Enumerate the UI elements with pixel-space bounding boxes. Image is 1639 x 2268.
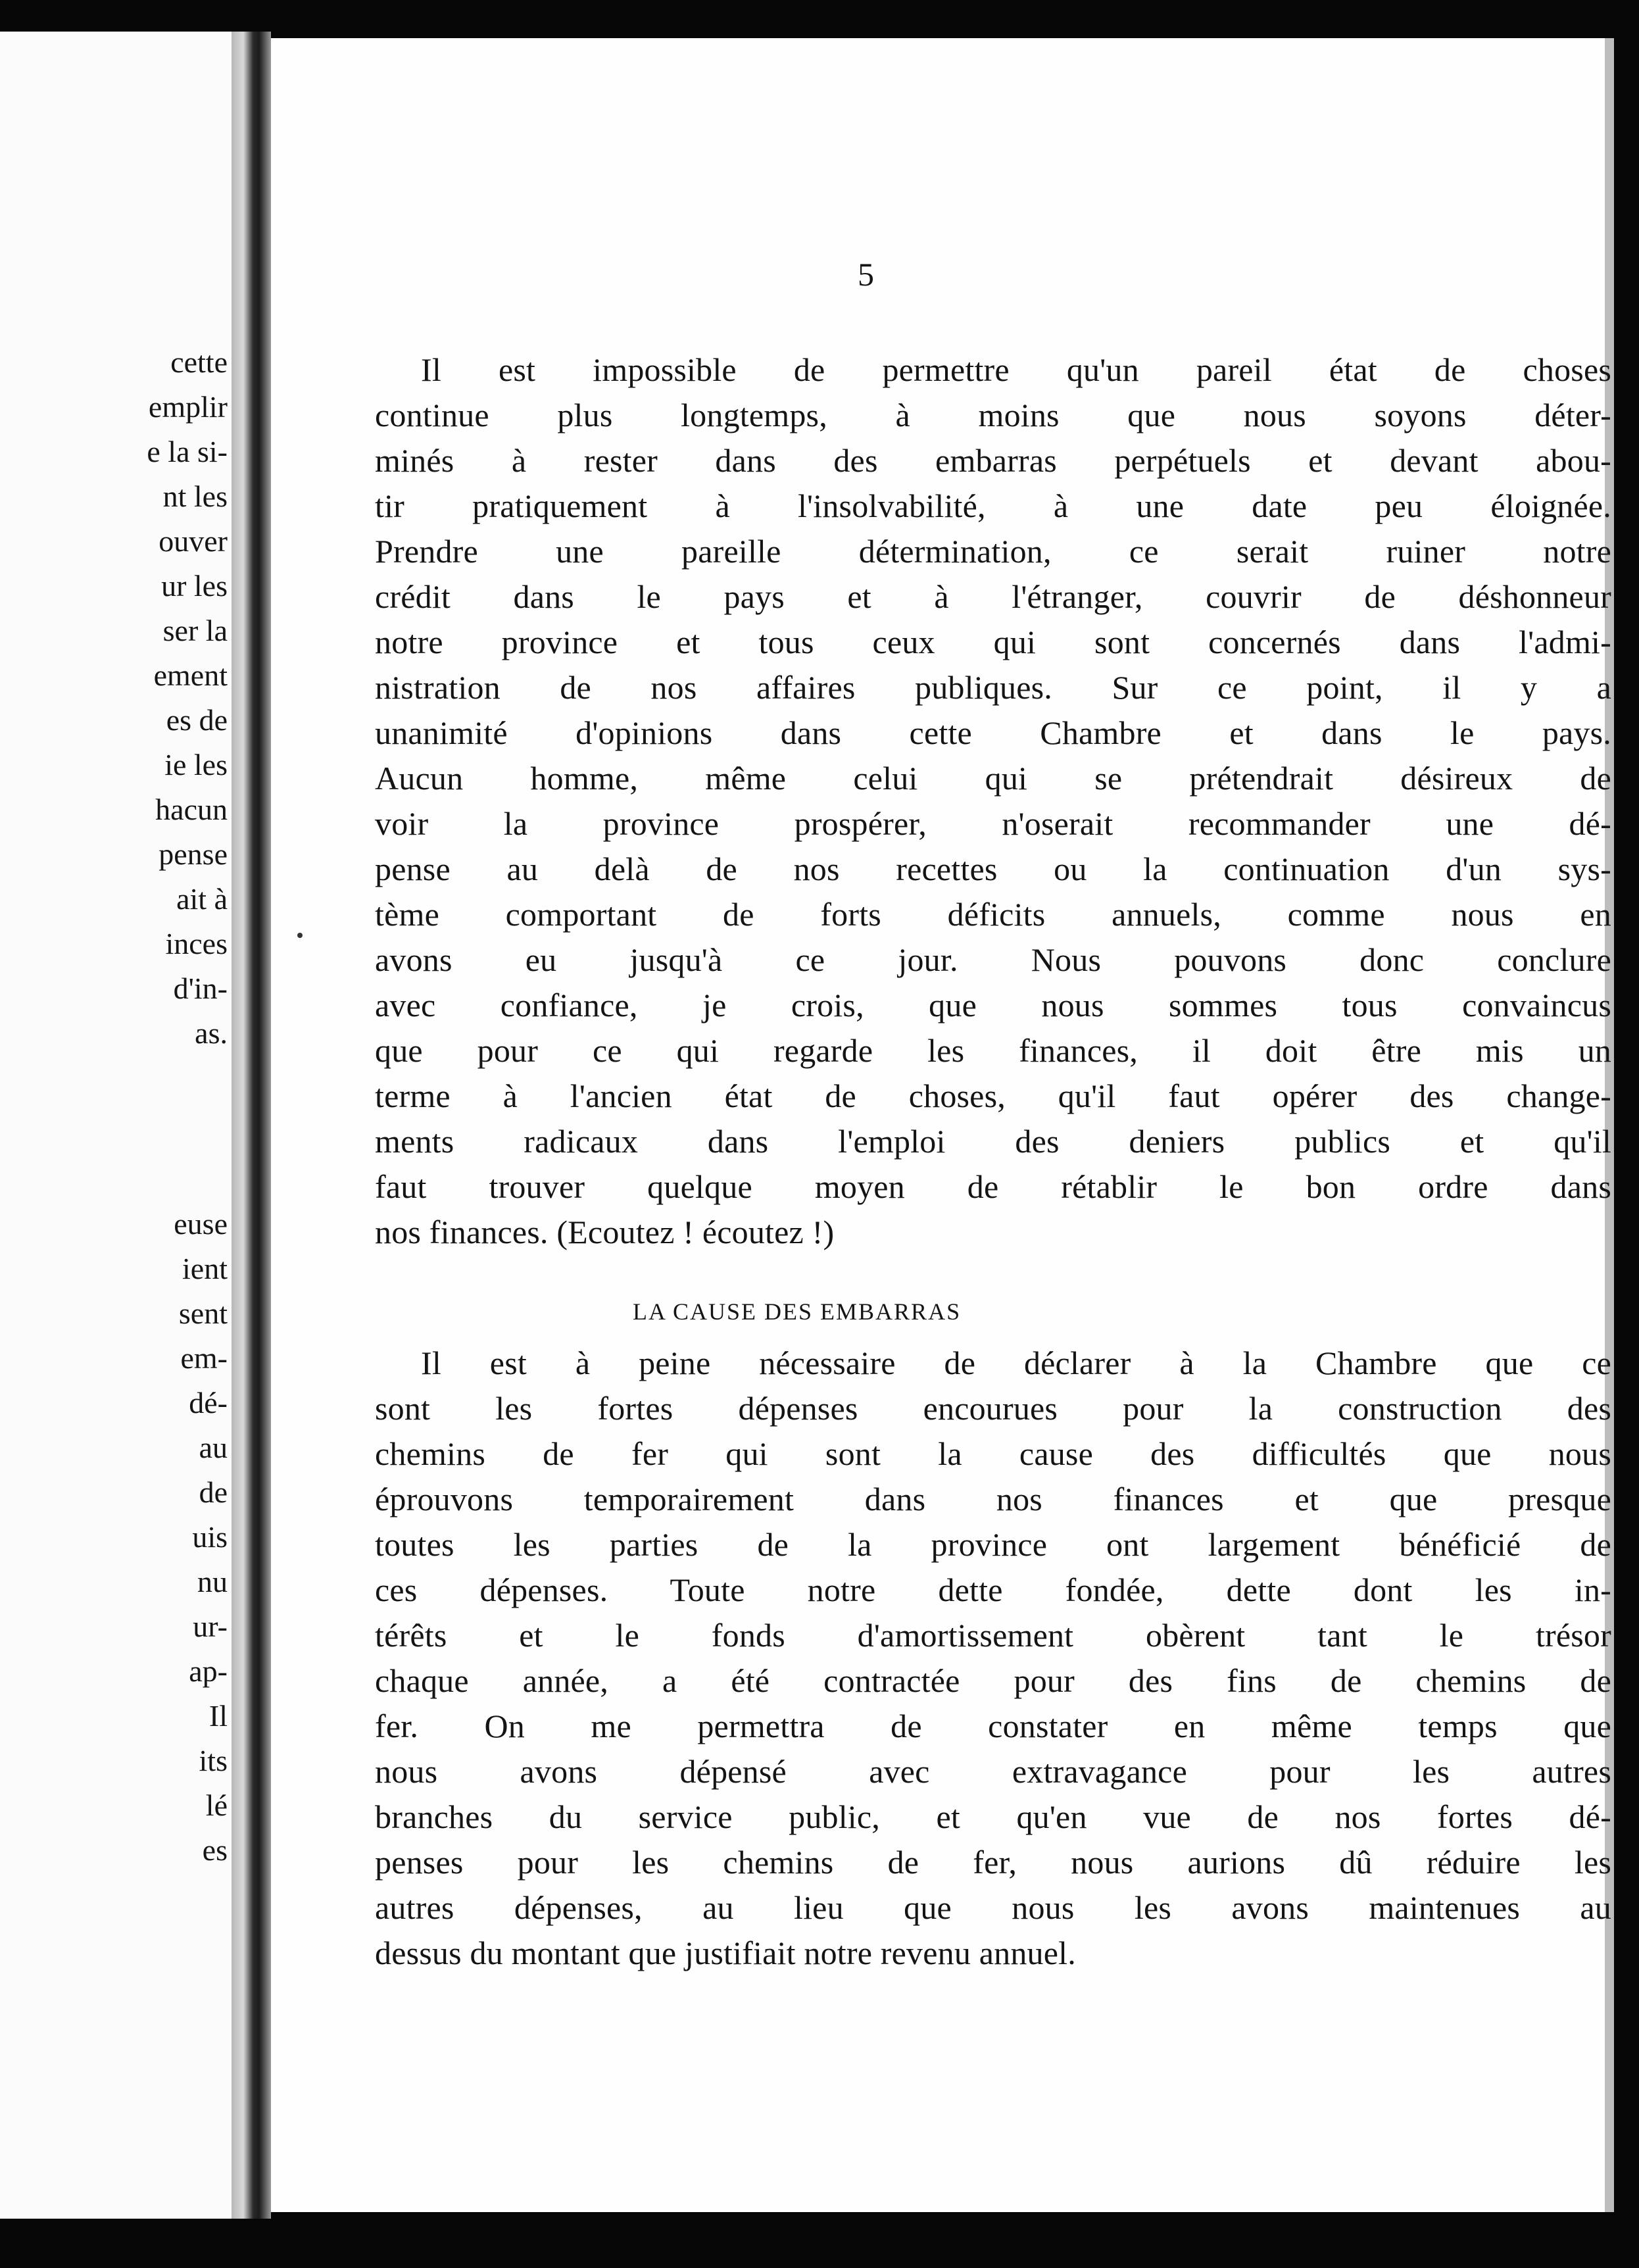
paragraph-line: ments radicaux dans l'emploi des deniers publics et qu'il [375,1123,1611,1160]
paragraph-line: Prendre une pareille détermination, ce serait ruiner notre [375,533,1611,570]
previous-page-fragment [0,32,234,2219]
paragraph-line: Aucun homme, même celui qui se prétendrait désireux de [375,760,1611,797]
paragraph-line: avec confiance, je crois, que nous sommes tous convaincus [375,987,1611,1023]
left-fragment-line: ouver [159,524,228,558]
paragraph-line: notre province et tous ceux qui sont concernés dans l'admi- [375,624,1611,660]
left-fragment-line: emplir [148,390,228,424]
left-fragment-line: es [202,1833,228,1867]
paragraph-line: fer. On me permettra de constater en même temps que [375,1708,1611,1744]
ink-speck [297,933,303,938]
left-fragment-line: inces [165,927,228,960]
paragraph-line: branches du service public, et qu'en vue de nos fortes dé- [375,1798,1611,1835]
paragraph-line: tème comportant de forts déficits annuels, comme nous en [375,896,1611,933]
left-fragment-line: sent [178,1296,228,1330]
paragraph-line: crédit dans le pays et à l'étranger, couvrir de déshonneur [375,578,1611,615]
left-fragment-line: ap- [189,1654,228,1688]
left-fragment-line: ient [182,1252,228,1285]
paragraph-line: sont les fortes dépenses encourues pour la construction des [375,1390,1611,1427]
paragraph-line: térêts et le fonds d'amortissement obèrent tant le trésor [375,1617,1611,1654]
main-page [271,38,1614,2212]
paragraph-line: toutes les parties de la province ont largement bénéficié de [375,1526,1611,1563]
paragraph-line: penses pour les chemins de fer, nous aurions dû réduire les [375,1844,1611,1881]
paragraph-line: chaque année, a été contractée pour des fins de chemins de [375,1662,1611,1699]
paragraph-line: unanimité d'opinions dans cette Chambre et dans le pays. [375,714,1611,751]
left-fragment-line: ait à [176,882,228,916]
left-fragment-line: d'in- [173,972,228,1005]
paragraph-line: Il est impossible de permettre qu'un pareil état de choses [421,351,1611,388]
paragraph-line: dessus du montant que justifiait notre revenu annuel. [375,1935,1076,1971]
left-fragment-line: em- [180,1341,228,1375]
left-fragment-line: au [199,1431,228,1464]
paragraph-line: terme à l'ancien état de choses, qu'il faut opérer des change- [375,1077,1611,1114]
left-fragment-line: es de [166,703,228,737]
left-fragment-line: Il [208,1699,228,1733]
left-fragment-line: ement [153,658,228,692]
left-fragment-line: de [199,1475,228,1509]
left-fragment-line: dé- [189,1386,228,1419]
left-fragment-line: nu [197,1565,228,1598]
paragraph-line: nos finances. (Ecoutez ! écoutez !) [375,1214,835,1250]
paragraph-line: éprouvons temporairement dans nos finances et que presque [375,1481,1611,1517]
left-fragment-line: lé [205,1788,228,1822]
left-fragment-line: as. [195,1016,228,1050]
paragraph-line: continue plus longtemps, à moins que nous soyons déter- [375,397,1611,433]
left-fragment-line: uis [192,1520,228,1554]
paragraph-line: minés à rester dans des embarras perpétuels et devant abou- [375,442,1611,479]
paragraph-line: nistration de nos affaires publiques. Sur ce point, il y a [375,669,1611,706]
paragraph-line: que pour ce qui regarde les finances, il doit être mis un [375,1032,1611,1069]
paragraph-line: tir pratiquement à l'insolvabilité, à une date peu éloignée. [375,487,1611,524]
left-fragment-line: hacun [155,793,228,826]
paragraph-line: pense au delà de nos recettes ou la continuation d'un sys- [375,851,1611,887]
page-number: 5 [858,256,874,293]
section-heading: LA CAUSE DES EMBARRAS [633,1298,962,1325]
paragraph-line: nous avons dépensé avec extravagance pour les autres [375,1753,1611,1790]
binding-gutter [232,32,271,2219]
left-fragment-line: ur les [161,569,228,603]
paragraph-line: chemins de fer qui sont la cause des difficultés que nous [375,1435,1611,1472]
paragraph-line: autres dépenses, au lieu que nous les avons maintenues au [375,1889,1611,1926]
paragraph-1 [375,347,1611,1255]
left-fragment-line: pense [159,837,228,871]
left-fragment-line: ser la [162,614,228,647]
left-fragment-line: nt les [162,480,228,513]
paragraph-line: faut trouver quelque moyen de rétablir le bon ordre dans [375,1168,1611,1205]
left-fragment-line: ur- [193,1610,228,1643]
left-fragment-line: e la si- [147,435,228,468]
paragraph-line: ces dépenses. Toute notre dette fondée, dette dont les in- [375,1571,1611,1608]
left-fragment-line: euse [174,1207,228,1241]
paragraph-line: Il est à peine nécessaire de déclarer à la Chambre que ce [421,1344,1611,1381]
left-fragment-line: its [199,1744,228,1777]
paragraph-2 [375,1341,1611,1976]
left-fragment-line: cette [170,345,228,379]
paragraph-line: avons eu jusqu'à ce jour. Nous pouvons donc conclure [375,941,1611,978]
left-fragment-line: ie les [164,748,228,781]
paragraph-line: voir la province prospérer, n'oserait recommander une dé- [375,805,1611,842]
